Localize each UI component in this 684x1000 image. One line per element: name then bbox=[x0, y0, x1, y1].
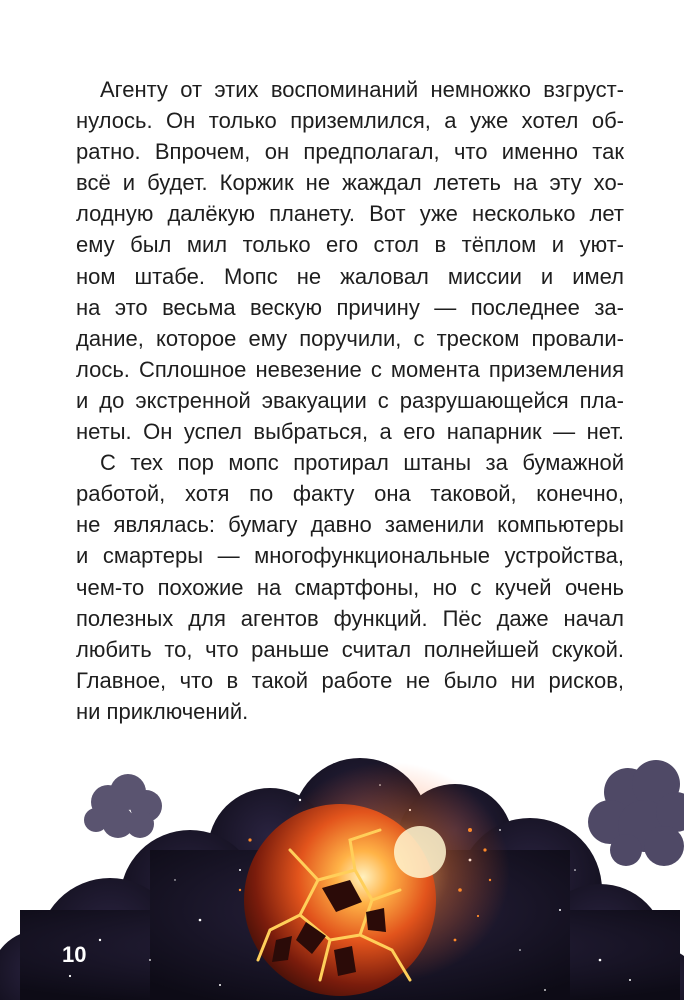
text-line: Агенту от этих воспоминаний немножко взгруст- bbox=[100, 77, 624, 102]
text-line: чем-то похожие на смартфоны, но с кучей очень bbox=[76, 574, 624, 600]
text-line: неты. Он успел выбраться, а его напарник — нет. bbox=[76, 419, 624, 445]
text-line: всё и будет. Коржик не жаждал лететь на эту хо- bbox=[76, 170, 624, 196]
space-illustration bbox=[0, 740, 684, 1000]
text-line: не являлась: бумагу давно заменили компьютеры bbox=[76, 512, 624, 538]
body-text bbox=[76, 74, 624, 727]
text-line: дание, которое ему поручили, с треском провали- bbox=[76, 325, 624, 351]
text-line: Главное, что в такой работе не было ни рисков, bbox=[76, 667, 624, 693]
text-line: ратно. Впрочем, он предполагал, что именно так bbox=[76, 139, 624, 165]
text-line: любить то, что раньше считал полнейшей скукой. bbox=[76, 636, 624, 662]
text-line: ему был мил только его стол в тёплом и уют- bbox=[76, 232, 624, 258]
text-line: лось. Сплошное невезение с момента приземления bbox=[76, 356, 624, 382]
text-line: полезных для агентов функций. Пёс даже начал bbox=[76, 605, 624, 631]
text-line: на это весьма вескую причину — последнее за- bbox=[76, 294, 624, 320]
text-line: ном штабе. Мопс не жаловал миссии и имел bbox=[76, 263, 624, 289]
text-line: работой, хотя по факту она таковой, конечно, bbox=[76, 481, 624, 507]
text-line: нулось. Он только приземлился, а уже хотел об- bbox=[76, 108, 624, 134]
text-line: лодную далёкую планету. Вот уже несколько лет bbox=[76, 201, 624, 227]
text-line: ни приключений. bbox=[76, 698, 249, 724]
page-number: 10 bbox=[62, 942, 87, 967]
text-line: С тех пор мопс протирал штаны за бумажной bbox=[100, 450, 624, 476]
text-line: и смартеры — многофункциональные устройства, bbox=[76, 543, 624, 569]
small-cloud-left bbox=[84, 774, 162, 838]
small-cloud-right bbox=[588, 760, 684, 866]
text-line: и до экстренной эвакуации с разрушающейся пла- bbox=[76, 387, 624, 413]
